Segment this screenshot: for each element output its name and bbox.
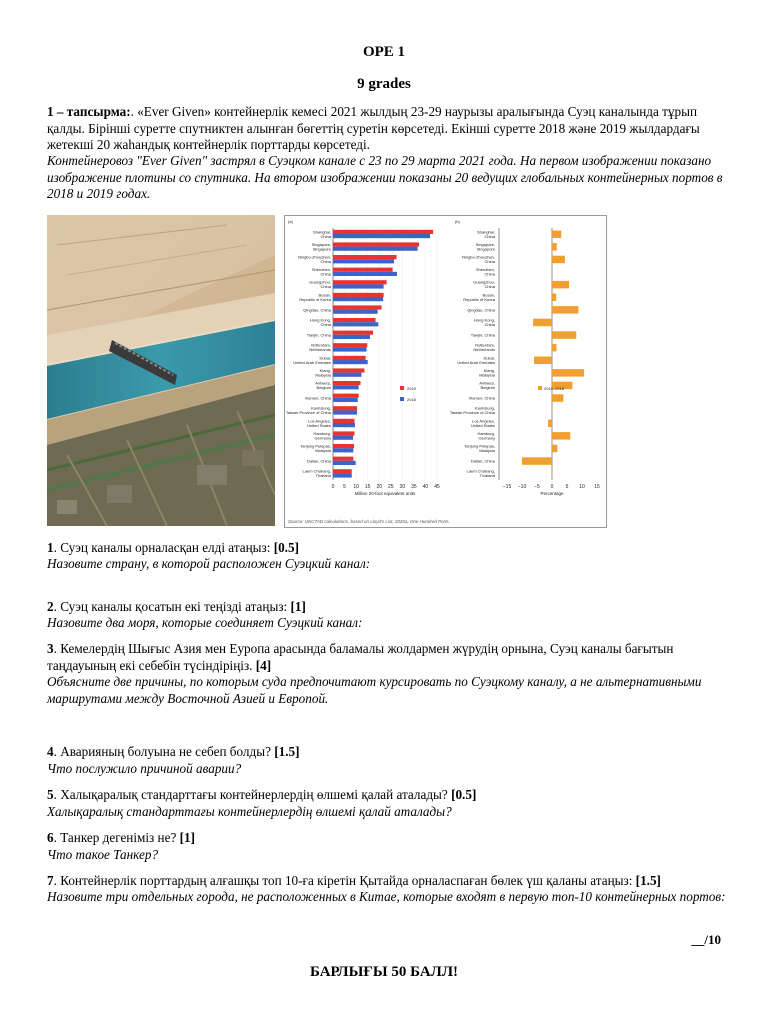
q4-score: [1.5] bbox=[274, 744, 300, 759]
category-label: Thailand bbox=[315, 473, 331, 479]
legend-label-2019: 2019 bbox=[407, 386, 416, 391]
x-tick-label: 15 bbox=[364, 484, 371, 490]
category-label: Ningbo-Zhoushan, bbox=[462, 254, 495, 260]
category-label: Shenzhen, bbox=[311, 267, 331, 273]
q4-ru: Что послужило причиной аварии? bbox=[47, 761, 242, 776]
question-5 bbox=[47, 787, 727, 804]
category-label: Xiamen, China bbox=[468, 395, 495, 401]
x-tick-label: 10 bbox=[353, 484, 359, 490]
category-label: Los Angeles, bbox=[472, 418, 495, 424]
panel-label-b: (b) bbox=[455, 219, 460, 224]
category-label: Belgium bbox=[480, 385, 495, 390]
total-score: БАРЛЫҒЫ 50 БАЛЛ! bbox=[309, 964, 459, 980]
category-label: United Arab Emirates bbox=[457, 359, 495, 365]
category-label: Netherlands bbox=[309, 347, 331, 353]
bar-2018 bbox=[333, 234, 430, 238]
category-label: Busan, bbox=[318, 292, 331, 298]
category-label: Netherlands bbox=[473, 347, 495, 353]
bar-2019 bbox=[333, 356, 366, 360]
q5-ru: Халықаралық стандарттағы контейнерлердің өлшемі қалай аталады? bbox=[47, 804, 452, 819]
bar-2018 bbox=[333, 436, 353, 440]
x-tick-label: 40 bbox=[422, 484, 429, 490]
category-label: China bbox=[484, 322, 495, 327]
bar-2018 bbox=[333, 310, 378, 314]
category-label: Dubai, bbox=[319, 355, 331, 361]
category-label: Dalian, China bbox=[470, 458, 495, 464]
category-label: Dubai, bbox=[483, 355, 495, 361]
category-label: Malaysia bbox=[479, 372, 495, 378]
category-label: Taiwan Province of China bbox=[285, 410, 331, 416]
bar-2019 bbox=[333, 381, 361, 385]
category-label: Hamburg, bbox=[477, 430, 495, 436]
bar-2019 bbox=[333, 343, 367, 347]
bar-2018 bbox=[333, 360, 368, 364]
chart-source: Source: UNCTAD calculations, based on Lloyd's List, 2020a, One Hundred Ports. bbox=[288, 519, 450, 524]
bar-2018 bbox=[333, 373, 361, 377]
q2-number: 2 bbox=[47, 599, 54, 614]
bar-2018 bbox=[333, 335, 370, 339]
category-label: United States bbox=[306, 422, 331, 428]
category-label: Republic of Korea bbox=[463, 296, 495, 302]
bar-2018 bbox=[333, 347, 367, 351]
category-label: Shanghai, bbox=[476, 229, 495, 235]
category-label: Hamburg, bbox=[313, 430, 331, 436]
bar-change bbox=[552, 369, 584, 377]
q5-text: . Халықаралық стандарттағы контейнерлердің өлшемі қалай аталады? bbox=[53, 787, 452, 802]
bar-change bbox=[533, 319, 552, 327]
q1-text: . Суэц каналы орналасқан елді атаңыз: bbox=[53, 540, 274, 555]
panel-label-a: (a) bbox=[288, 219, 293, 224]
bar-2019 bbox=[333, 255, 397, 259]
legend-swatch-change bbox=[538, 386, 542, 390]
score-blank: __/10 bbox=[691, 932, 721, 947]
bar-2018 bbox=[333, 259, 394, 263]
category-label: Klang, bbox=[483, 367, 495, 373]
q2-ru: Назовите два моря, которые соединяет Суэцкий канал: bbox=[47, 615, 363, 630]
q7-score: [1.5] bbox=[635, 873, 661, 888]
bar-change bbox=[552, 344, 557, 352]
q6-number: 6 bbox=[47, 830, 54, 845]
bar-2018 bbox=[333, 247, 418, 251]
category-label: China bbox=[484, 271, 495, 277]
bar-2018 bbox=[333, 284, 384, 288]
x-tick-label: 45 bbox=[434, 484, 440, 490]
category-label: China bbox=[320, 233, 331, 239]
grade-label: 9 grades bbox=[357, 76, 411, 92]
ports-chart bbox=[284, 215, 607, 528]
bar-change bbox=[552, 231, 561, 239]
category-label: Germany bbox=[314, 435, 331, 441]
q1-ru: Назовите страну, в которой расположен Суэцкий канал: bbox=[47, 556, 371, 571]
category-label: Xiamen, China bbox=[304, 395, 331, 401]
legend-swatch-2019 bbox=[400, 386, 404, 390]
category-label: Qingdao, China bbox=[303, 307, 331, 313]
question-6 bbox=[47, 830, 727, 847]
q6-text: . Танкер дегеніміз не? bbox=[53, 830, 180, 845]
q4-text: . Аварияның болуына не себеп болды? bbox=[53, 744, 275, 759]
q1-score: [0.5] bbox=[273, 540, 299, 555]
category-label: Tianjin, China bbox=[470, 332, 495, 338]
category-label: Malaysia bbox=[479, 448, 495, 453]
bar-2018 bbox=[333, 272, 397, 276]
bar-2018 bbox=[333, 461, 356, 465]
category-label: Germany bbox=[478, 435, 495, 441]
q3-ru: Объясните две причины, по которым суда предпочитают курсировать по Суэцкому каналу, а не альтернативными маршрутами между Восточной Азией и Европой. bbox=[47, 674, 702, 706]
bar-2019 bbox=[333, 331, 373, 335]
bar-2018 bbox=[333, 385, 359, 389]
bar-change bbox=[552, 243, 557, 251]
category-label: Singapore bbox=[312, 246, 331, 252]
category-label: Kaohsiung, bbox=[474, 405, 495, 411]
q7-ru: Назовите три отдельных города, не расположенных в Китае, которые входят в первую топ-10 контейнерных портов: bbox=[47, 889, 726, 904]
category-label: China bbox=[320, 322, 331, 327]
question-2 bbox=[47, 599, 727, 616]
category-label: Klang, bbox=[319, 367, 331, 373]
question-1 bbox=[47, 540, 727, 557]
bar-2019 bbox=[333, 318, 376, 322]
legend-label-2018: 2018 bbox=[407, 397, 416, 402]
bar-2019 bbox=[333, 406, 357, 410]
q2-text: . Суэц каналы қосатын екі теңізді атаңыз: bbox=[53, 599, 291, 614]
q6-ru: Что такое Танкер? bbox=[47, 847, 159, 862]
bar-2018 bbox=[333, 398, 358, 402]
category-label: Kaohsiung, bbox=[310, 405, 331, 411]
q5-number: 5 bbox=[47, 787, 54, 802]
ports-chart-svg bbox=[285, 216, 606, 527]
satellite-image bbox=[47, 215, 275, 526]
x-tick-label: −5 bbox=[534, 484, 540, 490]
x-axis-label-b: Percentage bbox=[540, 491, 564, 496]
x-tick-label: 15 bbox=[594, 484, 600, 490]
category-label: United Arab Emirates bbox=[293, 359, 331, 365]
task-intro-kz bbox=[47, 104, 727, 154]
task-kz-text: . «Ever Given» контейнерлік кемесі 2021 жылдың 23-29 наурызы аралығында Суэц каналында тұрып қалды. Бірінші суретте спутниктен алынған бөгеттің суретін көрсетеді. Екінші суретте 2018 және 2019 жылдардағы жетекші 20 жаһандық контейнерлік порттарды көрсетеді. bbox=[47, 104, 700, 152]
category-label: China bbox=[484, 259, 495, 264]
category-label: Laem Chabang, bbox=[466, 468, 495, 474]
category-label: Hong Kong, bbox=[309, 317, 331, 323]
bar-2018 bbox=[333, 410, 357, 414]
legend-label-change: 2019–2018 bbox=[544, 386, 565, 391]
category-label: Malaysia bbox=[315, 372, 331, 378]
legend-swatch-2018 bbox=[400, 397, 404, 401]
page-title: ОРЕ 1 bbox=[362, 44, 406, 60]
x-tick-label: 10 bbox=[579, 484, 585, 490]
x-tick-label: −10 bbox=[517, 484, 527, 490]
category-label: Guangzhou, bbox=[309, 279, 331, 285]
bar-2018 bbox=[333, 448, 353, 452]
category-label: Tanjung Pelepas, bbox=[464, 443, 495, 449]
category-label: Malaysia bbox=[315, 448, 331, 453]
bar-change bbox=[552, 331, 576, 339]
category-label: Shenzhen, bbox=[475, 267, 495, 273]
category-label: Singapore bbox=[476, 246, 495, 252]
q7-text: . Контейнерлік порттардың алғашқы топ 10-ға кіретін Қытайда орналаспаған бөлек үш қаланы атаңыз: bbox=[53, 873, 636, 888]
q3-score: [4] bbox=[255, 657, 272, 673]
category-label: Tianjin, China bbox=[306, 332, 331, 338]
category-label: Busan, bbox=[482, 292, 495, 298]
category-label: Rotterdam, bbox=[475, 342, 495, 348]
x-tick-label: 5 bbox=[343, 484, 346, 490]
category-label: Shanghai, bbox=[312, 229, 331, 235]
category-label: China bbox=[320, 284, 331, 290]
bar-2019 bbox=[333, 268, 393, 272]
category-label: Dalian, China bbox=[306, 458, 331, 464]
bar-change bbox=[552, 294, 556, 302]
category-label: Los Angeles, bbox=[308, 418, 331, 424]
category-label: China bbox=[320, 271, 331, 277]
category-label: United States bbox=[470, 422, 495, 428]
q2-score: [1] bbox=[290, 599, 306, 614]
bar-2018 bbox=[333, 473, 352, 477]
bar-change bbox=[552, 281, 569, 289]
x-tick-label: 0 bbox=[331, 484, 335, 490]
category-label: Taiwan Province of China bbox=[449, 410, 495, 416]
q7-number: 7 bbox=[47, 873, 54, 888]
bar-change bbox=[534, 357, 552, 365]
q4-number: 4 bbox=[47, 744, 54, 759]
category-label: Thailand bbox=[479, 473, 495, 479]
q3-text: . Кемелердің Шығыс Азия мен Еуропа арасында баламалы жолдармен жүрудің орнына, Суэц каналы бағытын таңдауының екі себебін түсіндіріңіз. bbox=[47, 641, 674, 673]
x-tick-label: −15 bbox=[502, 484, 512, 490]
category-label: China bbox=[484, 284, 495, 290]
bar-2019 bbox=[333, 293, 384, 297]
bar-2018 bbox=[333, 423, 355, 427]
bar-2019 bbox=[333, 394, 359, 398]
bar-2019 bbox=[333, 230, 433, 234]
bar-2019 bbox=[333, 444, 354, 448]
category-label: Guangzhou, bbox=[473, 279, 495, 285]
bar-2019 bbox=[333, 305, 382, 309]
category-label: Rotterdam, bbox=[311, 342, 331, 348]
q5-score: [0.5] bbox=[451, 787, 477, 802]
bar-change bbox=[552, 394, 563, 402]
x-axis-label-a: Million 20-foot equivalent units bbox=[354, 491, 416, 496]
bar-2019 bbox=[333, 431, 354, 435]
x-tick-label: 30 bbox=[399, 484, 406, 490]
task-intro-ru: Контейнеровоз "Ever Given" застрял в Суэцком канале с 23 по 29 марта 2021 года. На первом изображении показано изображение плотины со спутника. На втором изображении показаны 20 ведущих глобальных контейнерных портов в 2018 и 2019 годах. bbox=[47, 153, 723, 201]
category-label: Belgium bbox=[316, 385, 331, 390]
category-label: Hong Kong, bbox=[473, 317, 495, 323]
x-tick-label: 0 bbox=[550, 484, 554, 490]
category-label: China bbox=[320, 259, 331, 264]
bar-2018 bbox=[333, 322, 378, 326]
category-label: Tanjung Pelepas, bbox=[300, 443, 331, 449]
x-tick-label: 20 bbox=[376, 484, 383, 490]
bar-change bbox=[548, 420, 552, 428]
q3-number: 3 bbox=[47, 641, 54, 656]
bar-change bbox=[551, 268, 552, 276]
bar-2019 bbox=[333, 419, 354, 423]
category-label: Republic of Korea bbox=[299, 296, 331, 302]
category-label: Singapore, bbox=[475, 241, 495, 247]
category-label: Antwerp, bbox=[315, 380, 331, 386]
category-label: China bbox=[484, 233, 495, 239]
category-label: Qingdao, China bbox=[467, 307, 495, 313]
category-label: Laem Chabang, bbox=[302, 468, 331, 474]
question-3 bbox=[47, 641, 727, 674]
x-tick-label: 35 bbox=[411, 484, 417, 490]
category-label: Singapore, bbox=[311, 241, 331, 247]
bar-2019 bbox=[333, 368, 364, 372]
bar-change bbox=[552, 256, 565, 264]
q1-number: 1 bbox=[47, 540, 54, 555]
bar-2019 bbox=[333, 280, 387, 284]
bar-2019 bbox=[333, 242, 419, 246]
x-tick-label: 25 bbox=[387, 484, 394, 490]
bar-change bbox=[552, 306, 578, 314]
bar-2018 bbox=[333, 297, 383, 301]
bar-2019 bbox=[333, 457, 353, 461]
x-tick-label: 5 bbox=[565, 484, 569, 490]
bar-change bbox=[552, 432, 570, 440]
q6-score: [1] bbox=[179, 830, 195, 845]
category-label: Ningbo-Zhoushan, bbox=[298, 254, 331, 260]
question-4 bbox=[47, 744, 727, 761]
bar-change bbox=[552, 445, 557, 453]
category-label: Antwerp, bbox=[479, 380, 495, 386]
bar-2019 bbox=[333, 469, 352, 473]
bar-change bbox=[522, 457, 552, 465]
task-label: 1 – тапсырма: bbox=[47, 104, 131, 119]
question-7 bbox=[47, 873, 727, 890]
